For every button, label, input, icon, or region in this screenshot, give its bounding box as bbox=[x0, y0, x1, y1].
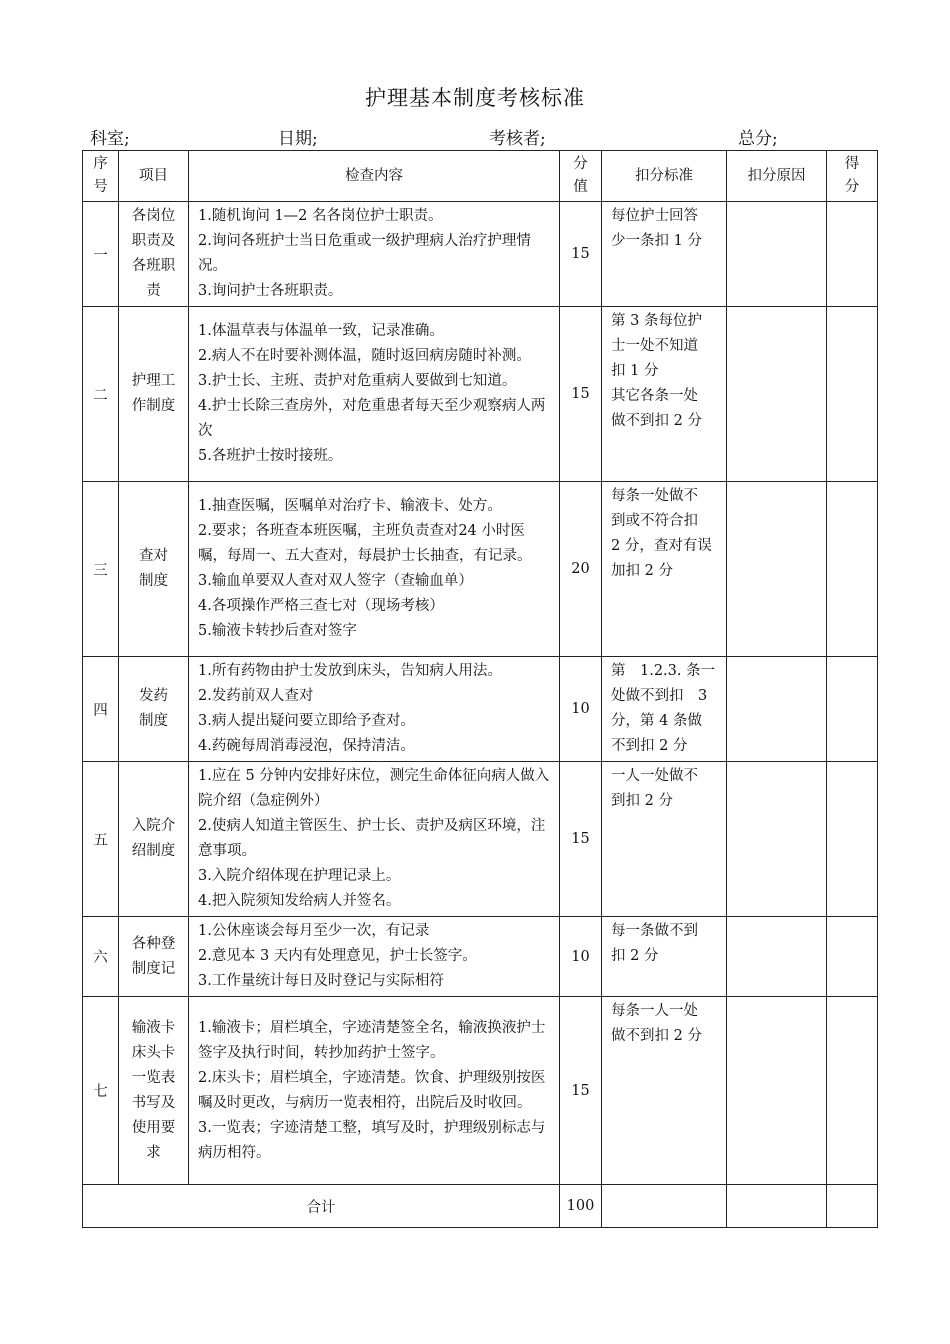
row-score: 15 bbox=[560, 762, 602, 917]
row-got-score bbox=[827, 482, 878, 657]
row-item bbox=[119, 762, 189, 917]
std-line: 分，第 4 条做 bbox=[611, 713, 702, 729]
std-line: 其它各条一处 bbox=[611, 388, 698, 404]
content-line: 5.各班护士按时接班。 bbox=[198, 448, 343, 464]
content-line: 1.抽查医嘱，医嘱单对治疗卡、输液卡、处方。 bbox=[198, 498, 502, 514]
total-deduct-reason bbox=[727, 1185, 827, 1228]
row-deduct-standard bbox=[602, 657, 727, 762]
table-row bbox=[83, 307, 878, 482]
table-row bbox=[83, 657, 878, 762]
row-got-score bbox=[827, 657, 878, 762]
row-content bbox=[189, 657, 560, 762]
row-deduct-reason bbox=[727, 917, 827, 997]
std-line: 做不到扣 2 分 bbox=[611, 1028, 702, 1044]
std-line: 每条一处做不 bbox=[611, 488, 698, 504]
content-line: 2.使病人知道主管医生、护士长、责护及病区环境，注意事项。 bbox=[198, 818, 546, 859]
std-line: 士一处不知道 bbox=[611, 338, 698, 354]
dept-label: 科室; bbox=[90, 129, 130, 149]
std-line: 第 1.2.3. 条一 bbox=[611, 663, 716, 679]
item-line: 绍制度 bbox=[131, 843, 176, 859]
item-line: 查对 bbox=[139, 548, 168, 564]
content-line: 3.工作量统计每日及时登记与实际相符 bbox=[198, 973, 444, 989]
row-got-score bbox=[827, 202, 878, 307]
item-line: 各班职 bbox=[131, 258, 176, 274]
row-deduct-reason bbox=[727, 657, 827, 762]
content-line: 1.输液卡；眉栏填全，字迹清楚签全名，输液换液护士签字及执行时间，转抄加药护士签字。 bbox=[198, 1019, 546, 1061]
table-row bbox=[83, 917, 878, 997]
std-line: 第 3 条每位护 bbox=[611, 313, 702, 329]
content-line: 1.体温草表与体温单一致，记录准确。 bbox=[198, 323, 444, 339]
table-row bbox=[83, 202, 878, 307]
content-line: 2.病人不在时要补测体温，随时返回病房随时补测。 bbox=[198, 348, 531, 364]
row-score: 15 bbox=[560, 202, 602, 307]
row-deduct-standard bbox=[602, 307, 727, 482]
content-line: 3.护士长、主班、责护对危重病人要做到七知道。 bbox=[198, 373, 517, 389]
item-line: 书写及 bbox=[131, 1094, 176, 1111]
header-seq: 序 号 bbox=[83, 151, 119, 202]
std-line: 少一条扣 1 分 bbox=[611, 233, 702, 249]
row-score: 10 bbox=[560, 657, 602, 762]
item-line: 护理工 bbox=[131, 373, 176, 389]
std-line: 到或不符合扣 bbox=[611, 513, 698, 529]
page-title: 护理基本制度考核标准 bbox=[365, 86, 585, 110]
item-line: 作制度 bbox=[131, 398, 176, 414]
row-deduct-standard bbox=[602, 762, 727, 917]
item-line: 各种登 bbox=[131, 935, 176, 952]
std-line: 处做不到扣 3 bbox=[611, 688, 708, 704]
item-line: 一览表 bbox=[131, 1069, 176, 1086]
row-deduct-standard bbox=[602, 917, 727, 997]
std-line: 每条一人一处 bbox=[611, 1003, 698, 1019]
content-line: 1.所有药物由护士发放到床头，告知病人用法。 bbox=[198, 663, 502, 679]
content-line: 3.一览表；字迹清楚工整，填写及时，护理级别标志与病历相符。 bbox=[198, 1119, 546, 1161]
std-line: 做不到扣 2 分 bbox=[611, 413, 702, 429]
header-content: 检查内容 bbox=[189, 151, 560, 202]
total-score-label: 总分; bbox=[738, 129, 778, 149]
row-content bbox=[189, 997, 560, 1185]
std-line: 每位护士回答 bbox=[611, 208, 698, 224]
total-deduct-standard bbox=[602, 1185, 727, 1228]
row-got-score bbox=[827, 997, 878, 1185]
content-line: 3.询问护士各班职责。 bbox=[198, 283, 343, 299]
row-content bbox=[189, 482, 560, 657]
content-line: 3.输血单要双人查对双人签字（查输血单） bbox=[198, 573, 473, 589]
assessment-table bbox=[82, 150, 878, 1228]
header-deduct-reason: 扣分原因 bbox=[727, 151, 827, 202]
row-score: 20 bbox=[560, 482, 602, 657]
std-line: 到扣 2 分 bbox=[611, 793, 673, 809]
content-line: 2.询问各班护士当日危重或一级护理病人治疗护理情况。 bbox=[198, 233, 531, 274]
item-line: 床头卡 bbox=[131, 1044, 176, 1061]
row-seq: 六 bbox=[83, 917, 119, 997]
header-item: 项目 bbox=[119, 151, 189, 202]
date-label: 日期; bbox=[278, 129, 318, 149]
row-deduct-reason bbox=[727, 307, 827, 482]
table-row bbox=[83, 762, 878, 917]
table-row bbox=[83, 482, 878, 657]
row-got-score bbox=[827, 307, 878, 482]
content-line: 3.病人提出疑问要立即给予查对。 bbox=[198, 713, 415, 729]
content-line: 1.随机询问 1—2 名各岗位护士职责。 bbox=[198, 208, 443, 224]
std-line: 扣 2 分 bbox=[611, 948, 659, 964]
row-item bbox=[119, 202, 189, 307]
row-item bbox=[119, 917, 189, 997]
row-seq: 一 bbox=[83, 202, 119, 307]
content-line: 3.入院介绍体现在护理记录上。 bbox=[198, 868, 401, 884]
row-deduct-reason bbox=[727, 202, 827, 307]
total-score-value: 100 bbox=[560, 1185, 602, 1228]
content-line: 2.意见本 3 天内有处理意见，护士长签字。 bbox=[198, 948, 477, 964]
item-line: 制度 bbox=[139, 573, 168, 589]
item-line: 制度 bbox=[139, 713, 168, 729]
row-seq: 七 bbox=[83, 997, 119, 1185]
row-item bbox=[119, 482, 189, 657]
item-line: 使用要 bbox=[131, 1119, 176, 1136]
std-line: 一人一处做不 bbox=[611, 768, 698, 784]
row-deduct-standard bbox=[602, 997, 727, 1185]
item-line: 输液卡 bbox=[131, 1019, 176, 1036]
row-score: 15 bbox=[560, 307, 602, 482]
row-seq: 五 bbox=[83, 762, 119, 917]
row-got-score bbox=[827, 917, 878, 997]
row-deduct-standard bbox=[602, 482, 727, 657]
row-seq: 三 bbox=[83, 482, 119, 657]
item-line: 责 bbox=[146, 283, 161, 299]
std-line: 2 分，查对有误 bbox=[611, 538, 712, 554]
row-deduct-reason bbox=[727, 482, 827, 657]
row-deduct-reason bbox=[727, 762, 827, 917]
examiner-label: 考核者; bbox=[489, 129, 546, 149]
form-header-fields bbox=[82, 124, 878, 150]
header-got-score: 得 分 bbox=[827, 151, 878, 202]
row-seq: 二 bbox=[83, 307, 119, 482]
content-line: 5.输液卡转抄后查对签字 bbox=[198, 623, 357, 639]
content-line: 1.公休座谈会每月至少一次，有记录 bbox=[198, 923, 430, 939]
row-item bbox=[119, 997, 189, 1185]
header-deduct-standard: 扣分标准 bbox=[602, 151, 727, 202]
row-deduct-standard bbox=[602, 202, 727, 307]
row-deduct-reason bbox=[727, 997, 827, 1185]
total-row bbox=[83, 1185, 878, 1228]
total-label: 合计 bbox=[83, 1185, 560, 1228]
item-line: 职责及 bbox=[131, 233, 176, 249]
row-score: 10 bbox=[560, 917, 602, 997]
content-line: 2.床头卡；眉栏填全，字迹清楚。饮食、护理级别按医嘱及时更改，与病历一览表相符，出院后及时收回。 bbox=[198, 1069, 546, 1111]
content-line: 2.发药前双人查对 bbox=[198, 688, 314, 704]
content-line: 2.要求；各班查本班医嘱，主班负责查对24 小时医嘱，每周一、五大查对，每晨护士长抽查，有记录。 bbox=[198, 523, 532, 564]
row-content bbox=[189, 917, 560, 997]
row-content bbox=[189, 202, 560, 307]
std-line: 加扣 2 分 bbox=[611, 563, 673, 579]
item-line: 发药 bbox=[139, 688, 168, 704]
row-content bbox=[189, 307, 560, 482]
row-seq: 四 bbox=[83, 657, 119, 762]
header-score: 分 值 bbox=[560, 151, 602, 202]
item-line: 求 bbox=[146, 1144, 161, 1161]
content-line: 4.各项操作严格三查七对（现场考核） bbox=[198, 598, 444, 614]
total-got-score bbox=[827, 1185, 878, 1228]
std-line: 扣 1 分 bbox=[611, 363, 659, 379]
row-content bbox=[189, 762, 560, 917]
content-line: 4.把入院须知发给病人并签名。 bbox=[198, 893, 401, 909]
table-row bbox=[83, 997, 878, 1185]
row-got-score bbox=[827, 762, 878, 917]
item-line: 各岗位 bbox=[131, 208, 176, 224]
header-row bbox=[83, 151, 878, 202]
std-line: 每一条做不到 bbox=[611, 923, 698, 939]
item-line: 入院介 bbox=[131, 818, 176, 834]
content-line: 1.应在 5 分钟内安排好床位，测完生命体征向病人做入院介绍（急症例外） bbox=[198, 768, 550, 809]
row-item bbox=[119, 307, 189, 482]
row-item bbox=[119, 657, 189, 762]
std-line: 不到扣 2 分 bbox=[611, 738, 688, 754]
content-line: 4.药碗每周消毒浸泡，保持清洁。 bbox=[198, 738, 415, 754]
row-score: 15 bbox=[560, 997, 602, 1185]
content-line: 4.护士长除三查房外，对危重患者每天至少观察病人两次 bbox=[198, 398, 546, 439]
item-line: 制度记 bbox=[131, 960, 176, 977]
